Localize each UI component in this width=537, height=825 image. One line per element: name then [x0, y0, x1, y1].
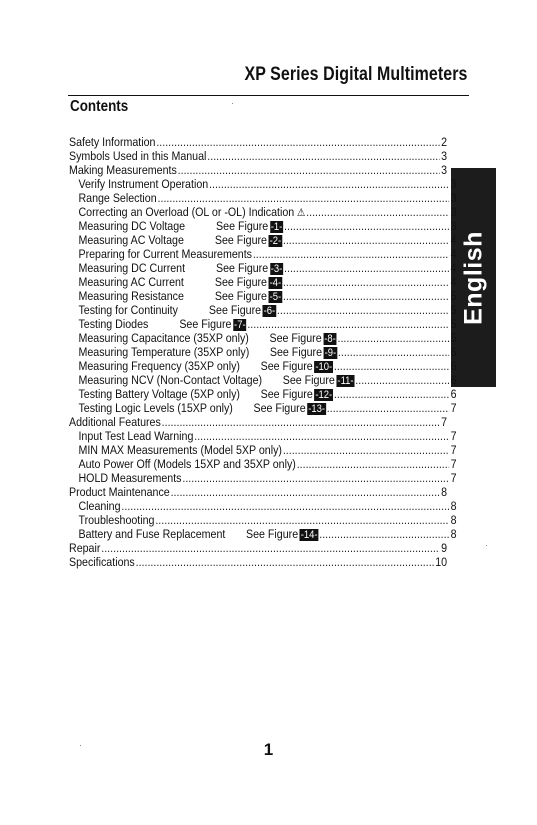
figure-reference [261, 359, 333, 373]
toc-page-number: 7 [450, 429, 457, 443]
toc-entry-title: Measuring AC Voltage [78, 233, 184, 247]
dot-leader [178, 163, 440, 177]
dot-leader [284, 219, 449, 233]
toc-entry-title: Repair [69, 541, 101, 555]
toc-entry-title: Measuring AC Current [78, 275, 184, 289]
figure-number-badge: -14- [300, 529, 318, 541]
toc-page-number: 8 [441, 485, 448, 499]
toc-page-number: 10 [435, 555, 448, 569]
toc-entry [69, 401, 457, 415]
dot-leader [182, 471, 448, 485]
toc-entry-title: Specifications [69, 555, 135, 569]
figure-reference-label: See Figure [282, 373, 335, 387]
figure-reference [215, 289, 282, 303]
dot-leader [171, 485, 440, 499]
toc-entry-title: Testing Logic Levels (15XP only) [78, 401, 233, 415]
figure-reference [261, 387, 333, 401]
toc-page-number: 5 [450, 331, 457, 345]
toc-entry [69, 359, 457, 373]
figure-reference-label: See Figure [253, 401, 306, 415]
toc-entry-title: Measuring Capacitance (35XP only) [78, 331, 249, 345]
figure-reference [215, 233, 282, 247]
figure-reference-label: See Figure [260, 359, 313, 373]
figure-reference-label: See Figure [214, 233, 268, 247]
toc-entry [69, 163, 447, 177]
dot-leader [162, 415, 440, 429]
toc-entry [69, 499, 457, 513]
figure-reference-label: See Figure [216, 261, 269, 275]
figure-reference [270, 331, 337, 345]
figure-reference [209, 303, 276, 317]
figure-number-badge: -7- [234, 319, 246, 331]
dot-leader [207, 149, 439, 163]
language-tab [451, 168, 496, 387]
figure-number-badge: -8- [324, 333, 336, 345]
toc-page-number: 8 [450, 527, 457, 541]
toc-entry-title: HOLD Measurements [78, 471, 182, 485]
toc-entry-title: Measuring DC Voltage [78, 219, 186, 233]
toc-entry [69, 513, 457, 527]
figure-reference-label: See Figure [269, 331, 322, 345]
figure-reference [216, 261, 283, 275]
figure-number-badge: -5- [269, 291, 282, 303]
toc-page-number: 4 [450, 247, 457, 261]
toc-entry [69, 527, 457, 541]
toc-entry-title: Making Measurements [69, 163, 177, 177]
toc-entry-title: Measuring Temperature (35XP only) [78, 345, 250, 359]
dot-leader [209, 177, 449, 191]
figure-reference [283, 373, 355, 387]
toc-entry-title: Testing Battery Voltage (5XP only) [78, 387, 240, 401]
toc-page-number: 7 [450, 401, 457, 415]
title-rule [68, 95, 469, 96]
figure-number-badge: -10- [315, 361, 333, 373]
toc-entry [69, 555, 447, 569]
toc-entry [69, 191, 457, 205]
figure-number-badge: -12- [315, 389, 333, 401]
dot-leader [334, 359, 449, 373]
dot-leader [136, 555, 435, 569]
dot-leader [101, 541, 439, 555]
toc-entry-title: Troubleshooting [78, 513, 155, 527]
toc-entry-title: Product Maintenance [69, 485, 170, 499]
toc-entry-title: Battery and Fuse Replacement [78, 527, 226, 541]
toc-page-number: 7 [450, 443, 457, 457]
figure-reference [246, 527, 318, 541]
toc-entry [69, 443, 457, 457]
dot-leader [283, 233, 449, 247]
scan-speck [486, 545, 487, 546]
toc-entry [69, 219, 457, 233]
toc-entry [69, 415, 447, 429]
toc-page-number: 4 [450, 261, 457, 275]
dot-leader [306, 205, 449, 219]
toc-entry [69, 135, 447, 149]
toc-entry-title: MIN MAX Measurements (Model 5XP only) [78, 443, 282, 457]
toc-page-number: 5 [450, 317, 457, 331]
figure-number-badge: -13- [308, 403, 326, 415]
document-title: XP Series Digital Multimeters [243, 64, 467, 85]
figure-reference-label: See Figure [179, 317, 232, 331]
toc-entry [69, 429, 457, 443]
toc-entry [69, 275, 457, 289]
toc-page-number: 7 [450, 457, 457, 471]
dot-leader [334, 387, 449, 401]
toc-entry-title: Auto Power Off (Models 15XP and 35XP only) [78, 457, 296, 471]
toc-entry [69, 261, 457, 275]
toc-page-number: 3 [441, 149, 448, 163]
toc-entry-title: Verify Instrument Operation [78, 177, 209, 191]
toc-entry [69, 317, 457, 331]
figure-reference [216, 219, 283, 233]
figure-reference-label: See Figure [245, 527, 299, 541]
toc-entry-title: Symbols Used in this Manual [69, 149, 207, 163]
toc-page-number: 5 [450, 303, 457, 317]
toc-entry [69, 149, 447, 163]
toc-entry [69, 331, 457, 345]
figure-number-badge: -2- [269, 235, 282, 247]
toc-entry [69, 247, 457, 261]
toc-entry-title: Cleaning [78, 499, 121, 513]
dot-leader [158, 191, 449, 205]
dot-leader [338, 331, 449, 345]
figure-number-badge: -4- [269, 277, 282, 289]
toc-entry-title: Testing Diodes [78, 317, 149, 331]
figure-reference-label: See Figure [216, 219, 269, 233]
toc-entry [69, 373, 457, 387]
language-tab-label: English [459, 230, 487, 325]
dot-leader [283, 443, 449, 457]
dot-leader [277, 303, 449, 317]
dot-leader [355, 373, 449, 387]
toc-page-number: 3 [450, 219, 457, 233]
dot-leader [121, 499, 448, 513]
toc-entry-title: Range Selection [78, 191, 157, 205]
toc-entry-title: Measuring NCV (Non-Contact Voltage) [78, 373, 263, 387]
toc-page-number: 7 [441, 415, 448, 429]
dot-leader [155, 513, 448, 527]
toc-page-number: 3 [450, 205, 457, 219]
figure-reference-label: See Figure [208, 303, 262, 317]
toc-entry-title: Preparing for Current Measurements [78, 247, 252, 261]
toc-page-number: 3 [441, 163, 448, 177]
toc-entry [69, 289, 457, 303]
contents-heading: Contents [70, 98, 129, 115]
toc-entry [69, 387, 457, 401]
toc-entry-title: Measuring Resistance [78, 289, 184, 303]
toc-entry-title: Measuring DC Current [78, 261, 186, 275]
toc-entry [69, 233, 457, 247]
figure-reference [215, 275, 282, 289]
dot-leader [247, 317, 448, 331]
toc-entry [69, 541, 447, 555]
figure-reference [179, 317, 246, 331]
figure-number-badge: -3- [270, 263, 283, 275]
figure-reference-label: See Figure [260, 387, 313, 401]
table-of-contents [69, 135, 457, 569]
figure-number-badge: -11- [337, 375, 354, 387]
scan-speck [232, 103, 233, 104]
toc-entry [69, 485, 447, 499]
toc-entry [69, 457, 457, 471]
toc-entry-title: Additional Features [69, 415, 161, 429]
figure-reference [270, 345, 337, 359]
toc-page-number: 8 [450, 499, 457, 513]
toc-page-number: 6 [450, 373, 457, 387]
dot-leader [338, 345, 449, 359]
dot-leader [194, 429, 449, 443]
toc-page-number: 4 [450, 275, 457, 289]
toc-entry [69, 345, 457, 359]
dot-leader [327, 401, 449, 415]
toc-page-number: 6 [450, 387, 457, 401]
toc-entry [69, 177, 457, 191]
scan-speck [80, 745, 81, 746]
toc-page-number: 8 [450, 513, 457, 527]
dot-leader [297, 457, 449, 471]
toc-page-number: 6 [450, 359, 457, 373]
toc-page-number: 2 [441, 135, 448, 149]
figure-number-badge: -6- [263, 305, 276, 317]
toc-entry-title: Safety Information [69, 135, 156, 149]
toc-page-number: 9 [441, 541, 448, 555]
dot-leader [253, 247, 449, 261]
toc-entry-title: Measuring Frequency (35XP only) [78, 359, 240, 373]
dot-leader [284, 261, 449, 275]
toc-entry [69, 205, 457, 219]
warning-triangle-icon: ⚠ [296, 207, 306, 219]
figure-reference-label: See Figure [269, 345, 323, 359]
figure-number-badge: -1- [270, 221, 283, 233]
dot-leader [283, 275, 449, 289]
dot-leader [283, 289, 449, 303]
toc-page-number: 4 [450, 233, 457, 247]
figure-number-badge: -9- [324, 347, 337, 359]
toc-page-number: 3 [450, 191, 457, 205]
toc-entry [69, 471, 457, 485]
toc-page-number: 7 [450, 471, 457, 485]
toc-entry-title: Correcting an Overload (OL or -OL) Indication [78, 205, 295, 219]
toc-entry-title: Input Test Lead Warning [78, 429, 194, 443]
figure-reference-label: See Figure [214, 275, 267, 289]
page-number: 1 [263, 740, 274, 759]
figure-reference [254, 401, 326, 415]
toc-page-number: 3 [450, 177, 457, 191]
toc-entry-title: Testing for Continuity [78, 303, 178, 317]
dot-leader [156, 135, 439, 149]
dot-leader [319, 527, 449, 541]
toc-entry [69, 303, 457, 317]
toc-page-number: 5 [450, 289, 457, 303]
figure-reference-label: See Figure [214, 289, 267, 303]
toc-page-number: 6 [450, 345, 457, 359]
